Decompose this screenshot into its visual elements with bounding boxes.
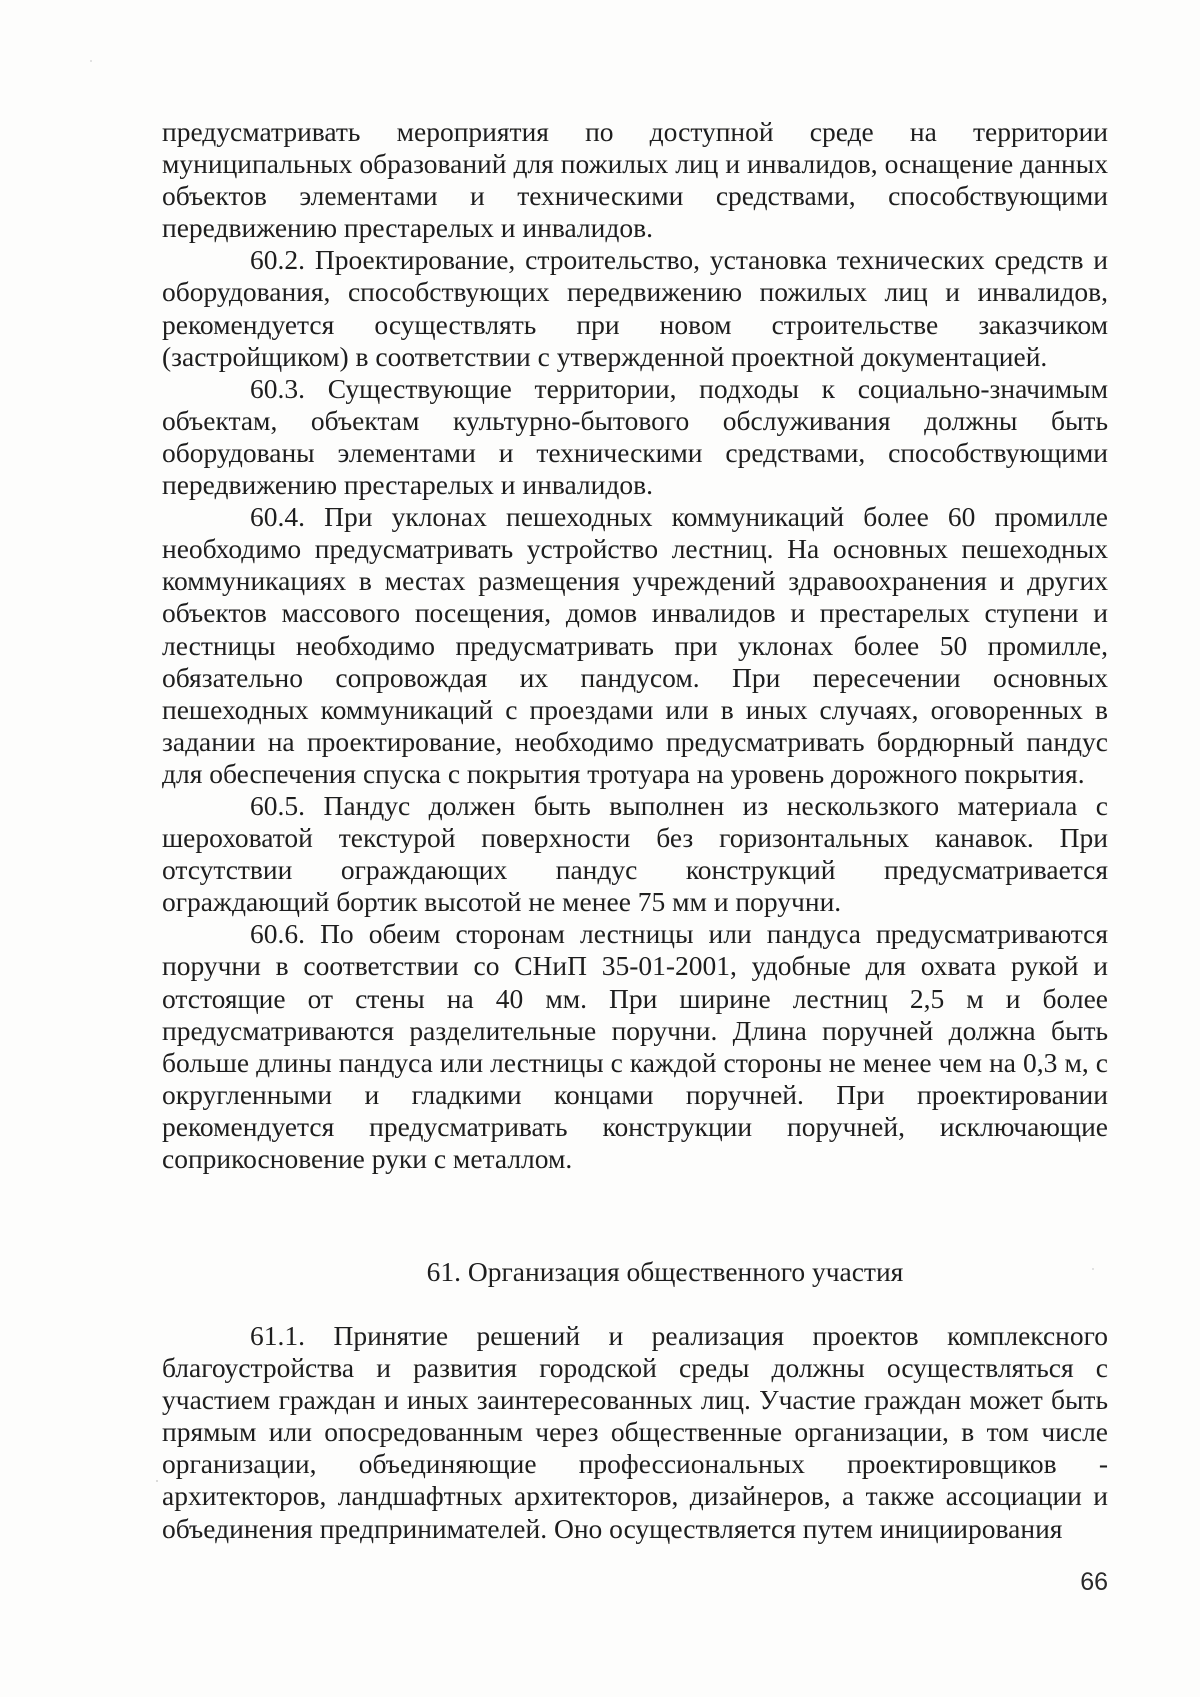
paragraph-60-5: 60.5. Пандус должен быть выполнен из нескользкого материала с шероховатой текстурой поверхности без горизонтальных канавок. При отсутствии ограждающих пандус конструкций предусматривается ограждающий бортик высотой не менее 75 мм и поручни. <box>162 789 1108 918</box>
body-text-bottom <box>162 1320 1108 1545</box>
paragraph-continuation: предусматривать мероприятия по доступной среде на территории муниципальных образований для пожилых лиц и инвалидов, оснащение данных объектов элементами и техническими средствами, способствующими передвижению престарелых и инвалидов. <box>162 116 1108 244</box>
paragraph-60-2: 60.2. Проектирование, строительство, установка технических средств и оборудования, способствующих передвижению пожилых лиц и инвалидов, рекомендуется осуществлять при новом строительстве заказчиком (застройщиком) в соответствии с утвержденной проектной документацией. <box>162 244 1108 372</box>
body-text-top <box>162 116 1108 1175</box>
paragraph-60-4: 60.4. При уклонах пешеходных коммуникаций более 60 промилле необходимо предусматривать устройство лестниц. На основных пешеходных коммуникациях в местах размещения учреждений здравоохранения и других объектов массового посещения, домов инвалидов и престарелых ступени и лестницы необходимо предусматривать при уклонах более 50 промилле, обязательно сопровождая их пандусом. При пересечении основных пешеходных коммуникаций с проездами или в иных случаях, оговоренных в задании на проектирование, необходимо предусматривать бордюрный пандус для обеспечения спуска с покрытия тротуара на уровень дорожного покрытия. <box>162 501 1108 789</box>
paragraph-60-6: 60.6. По обеим сторонам лестницы или пандуса предусматриваются поручни в соответствии со СНиП 35-01-2001, удобные для охвата рукой и отстоящие от стены на 40 мм. При ширине лестниц 2,5 м и более предусматриваются разделительные поручни. Длина поручней должна быть больше длины пандуса или лестницы с каждой стороны не менее чем на 0,3 м, с округленными и гладкими концами поручней. При проектировании рекомендуется предусматривать конструкции поручней, исключающие соприкосновение руки с металлом. <box>162 918 1108 1174</box>
scan-speck <box>560 1404 562 1406</box>
paragraph-61-1: 61.1. Принятие решений и реализация проектов комплексного благоустройства и развития городской среды должны осуществляться с участием граждан и иных заинтересованных лиц. Участие граждан может быть прямым или опосредованным через общественные организации, в том числе организации, объединяющие профессиональных проектировщиков - архитекторов, ландшафтных архитекторов, дизайнеров, а также ассоциации и объединения предпринимателей. Оно осуществляется путем инициирования <box>162 1320 1108 1544</box>
page-number: 66 <box>1080 1568 1108 1596</box>
scan-speck <box>1092 1268 1094 1270</box>
scan-speck <box>156 1480 158 1482</box>
scan-speck <box>90 60 92 62</box>
paragraph-60-3: 60.3. Существующие территории, подходы к социально-значимым объектам, объектам культурно-бытового обслуживания должны быть оборудованы элементами и техническими средствами, способствующими передвижению престарелых и инвалидов. <box>162 372 1108 501</box>
section-heading: 61. Организация общественного участия <box>426 1256 904 1287</box>
